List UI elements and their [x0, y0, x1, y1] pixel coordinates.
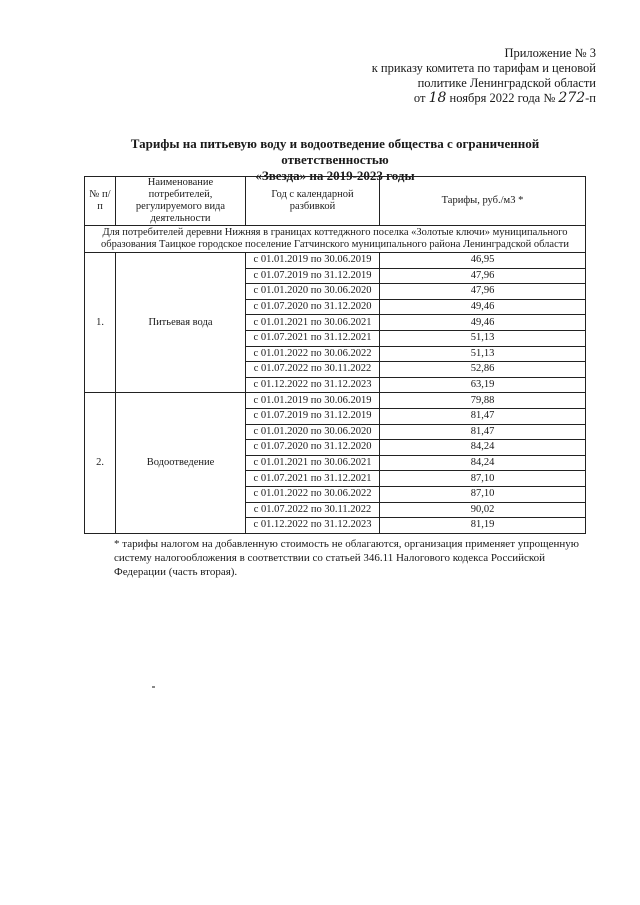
tariff-cell: 90,02: [380, 502, 586, 518]
date-prefix: от: [413, 91, 426, 105]
tariff-cell: 51,13: [380, 330, 586, 346]
period-cell: с 01.01.2020 по 30.06.2020: [246, 284, 380, 300]
group-label: Для потребителей деревни Нижняя в границах коттеджного поселка «Золотые ключи» муниципального образования Таицкое городское поселение Гатчинского муниципального района Ленинградской области: [85, 226, 586, 253]
scan-speck: [152, 686, 155, 688]
header-row: [85, 177, 586, 226]
tariff-cell: 87,10: [380, 486, 586, 502]
tariff-cell: 47,96: [380, 284, 586, 300]
tariff-cell: 87,10: [380, 471, 586, 487]
section-number: 1.: [85, 253, 116, 393]
header-name: Наименование потребителей, регулируемого вида деятельности: [116, 177, 246, 226]
table-row: [85, 253, 586, 269]
section-number: 2.: [85, 393, 116, 533]
title-line-1: Тарифы на питьевую воду и водоотведение общества с ограниченной ответственностью: [130, 136, 540, 167]
tariff-cell: 52,86: [380, 362, 586, 378]
handwritten-day: 18: [428, 90, 447, 106]
tariffs-table: [84, 176, 586, 534]
header-period: Год с календарной разбивкой: [246, 177, 380, 226]
period-cell: с 01.07.2020 по 31.12.2020: [246, 440, 380, 456]
table-row: [85, 393, 586, 409]
tariff-cell: 81,47: [380, 408, 586, 424]
period-cell: с 01.01.2022 по 30.06.2022: [246, 486, 380, 502]
period-cell: с 01.07.2021 по 31.12.2021: [246, 471, 380, 487]
header-tariff: Тарифы, руб./м3 *: [380, 177, 586, 226]
period-cell: с 01.01.2019 по 30.06.2019: [246, 253, 380, 269]
tariff-cell: 63,19: [380, 377, 586, 393]
date-middle: ноября 2022 года №: [449, 91, 556, 105]
order-suffix: -п: [585, 91, 596, 105]
period-cell: с 01.01.2021 по 30.06.2021: [246, 455, 380, 471]
period-cell: с 01.07.2019 по 31.12.2019: [246, 268, 380, 284]
appendix-line-3: политике Ленинградской области: [417, 76, 596, 90]
period-cell: с 01.12.2022 по 31.12.2023: [246, 518, 380, 534]
tariff-cell: 49,46: [380, 299, 586, 315]
tariff-cell: 84,24: [380, 455, 586, 471]
section-name: Водоотведение: [116, 393, 246, 533]
appendix-header: [372, 46, 596, 106]
tariff-cell: 47,96: [380, 268, 586, 284]
tariff-cell: 81,47: [380, 424, 586, 440]
tariff-cell: 84,24: [380, 440, 586, 456]
period-cell: с 01.07.2020 по 31.12.2020: [246, 299, 380, 315]
period-cell: с 01.01.2022 по 30.06.2022: [246, 346, 380, 362]
period-cell: с 01.07.2019 по 31.12.2019: [246, 408, 380, 424]
period-cell: с 01.07.2022 по 30.11.2022: [246, 502, 380, 518]
tariff-cell: 49,46: [380, 315, 586, 331]
period-cell: с 01.12.2022 по 31.12.2023: [246, 377, 380, 393]
appendix-line-1: Приложение № 3: [504, 46, 596, 60]
footnote: * тарифы налогом на добавленную стоимость не облагаются, организация применяет упрощенную систему налогообложения в соответствии со статьей 346.11 Налогового кодекса Российской Федерации (часть вторая).: [114, 538, 579, 578]
title-line-2: «Звезда» на 2019-2023 годы: [255, 168, 415, 183]
period-cell: с 01.01.2021 по 30.06.2021: [246, 315, 380, 331]
tariff-cell: 79,88: [380, 393, 586, 409]
period-cell: с 01.01.2019 по 30.06.2019: [246, 393, 380, 409]
period-cell: с 01.07.2022 по 30.11.2022: [246, 362, 380, 378]
handwritten-order-number: 272: [558, 90, 586, 106]
tariff-cell: 46,95: [380, 253, 586, 269]
period-cell: с 01.01.2020 по 30.06.2020: [246, 424, 380, 440]
period-cell: с 01.07.2021 по 31.12.2021: [246, 330, 380, 346]
appendix-date-line: [372, 91, 596, 106]
group-row: [85, 226, 586, 253]
tariff-cell: 51,13: [380, 346, 586, 362]
tariff-cell: 81,19: [380, 518, 586, 534]
appendix-line-2: к приказу комитета по тарифам и ценовой: [371, 61, 596, 75]
section-name: Питьевая вода: [116, 253, 246, 393]
header-num: № п/п: [85, 177, 116, 226]
